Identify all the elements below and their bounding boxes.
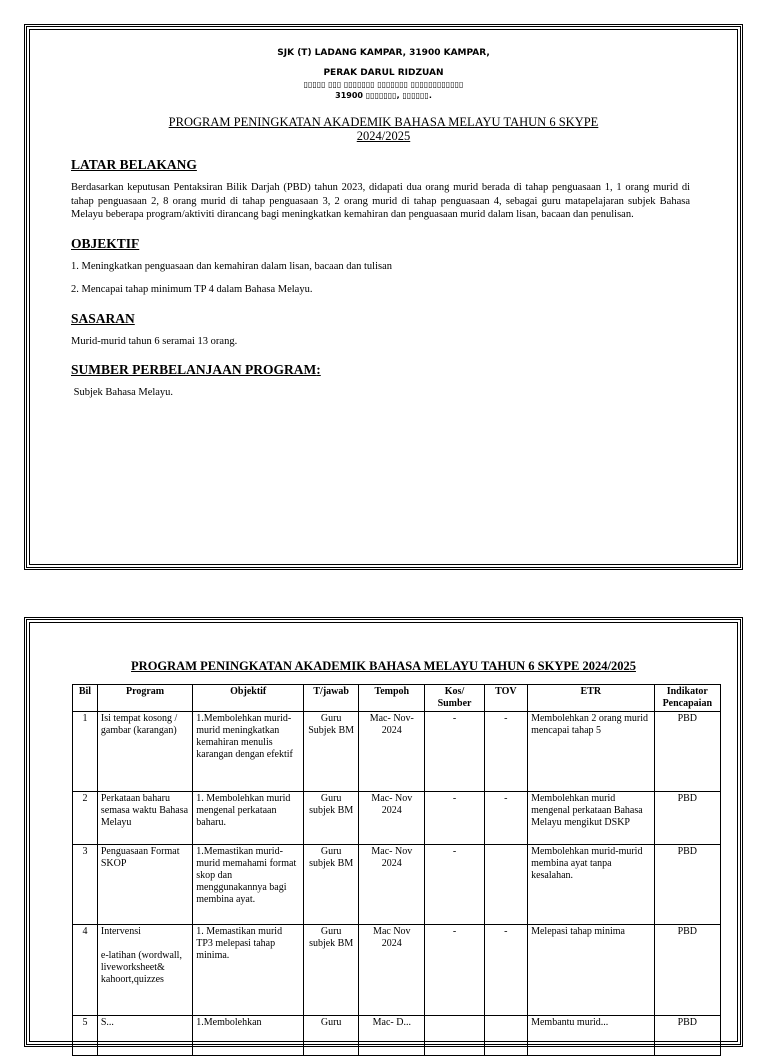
cell-tjawab: Guru subjek BM [304,845,359,925]
cell-objektif: 1. Memastikan murid TP3 melepasi tahap minima. [193,925,304,1016]
latar-belakang-text: Berdasarkan keputusan Pentaksiran Bilik Darjah (PBD) tahun 2023, didapati dua orang murid berada di tahap penguasaan 1, 1 orang murid di tahap penguasaan 2, 8 orang murid di tahap penguasaan 3, 2 orang murid di tahap penguasaan 4, sebagai guru matapelajaran subjek Bahasa Melayu beberapa program/aktiviti dirancang bagi meningkatkan kemahiran dan penguasaan murid dalam lisan, bacaan dan penulisan. [71,182,690,220]
cell-indikator: PBD [654,925,720,1016]
school-postcode: 31900 ▯▯▯▯▯▯▯, ▯▯▯▯▯▯. [335,91,432,100]
cell-indikator: PBD [654,792,720,845]
cell-tjawab: Guru subjek BM [304,925,359,1016]
cell-etr: Membolehkan murid mengenal perkataan Bahasa Melayu mengikut DSKP [528,792,654,845]
cell-bil: 4 [73,925,98,1016]
cell-etr: Membolehkan murid-murid membina ayat tanpa kesalahan. [528,845,654,925]
document-page-1 [24,24,743,570]
header-tjawab: T/jawab [304,685,359,712]
cell-tempoh: Mac- Nov 2024 [359,845,425,925]
cell-program: Isi tempat kosong / gambar (karangan) [97,712,192,792]
header-etr: ETR [528,685,654,712]
sasaran-text: Murid-murid tahun 6 seramai 13 orang. [71,335,238,347]
table-row [73,925,721,1016]
cell-bil: 5 [73,1016,98,1056]
document-page-2 [24,617,743,1047]
school-name: SJK (T) LADANG KAMPAR, 31900 KAMPAR, [277,48,490,58]
sasaran-heading: SASARAN [71,310,135,326]
table-title: PROGRAM PENINGKATAN AKADEMIK BAHASA MELAYU TAHUN 6 SKYPE 2024/2025 [131,659,636,673]
header-objektif: Objektif [193,685,304,712]
cell-tjawab: Guru [304,1016,359,1056]
cell-tempoh: Mac- Nov- 2024 [359,712,425,792]
cell-indikator: PBD [654,712,720,792]
cell-kos: - [425,845,484,925]
cell-bil: 2 [73,792,98,845]
cell-tov: - [484,925,528,1016]
sumber-heading-text: SUMBER PERBELANJAAN PROGRAM [71,362,317,377]
table-row [73,1016,721,1056]
sumber-text: Subjek Bahasa Melayu. [71,387,174,398]
cell-tjawab: Guru subjek BM [304,792,359,845]
cell-etr: Melepasi tahap minima [528,925,654,1016]
table-row [73,792,721,845]
cell-tjawab: Guru Subjek BM [304,712,359,792]
cell-tov: - [484,792,528,845]
cell-tempoh: Mac- Nov 2024 [359,792,425,845]
header-kos-sumber: Kos/ Sumber [425,685,484,712]
objektif-heading: OBJEKTIF [71,235,140,251]
header-tov: TOV [484,685,528,712]
cell-etr: Membantu murid... [528,1016,654,1056]
cell-program: Penguasaan Format SKOP [97,845,192,925]
table-row [73,845,721,925]
cell-tempoh: Mac Nov 2024 [359,925,425,1016]
cell-tempoh: Mac- D... [359,1016,425,1056]
cell-bil: 3 [73,845,98,925]
cell-program: Perkataan baharu semasa waktu Bahasa Melayu [97,792,192,845]
cell-objektif: 1. Membolehkan murid mengenal perkataan baharu. [193,792,304,845]
cell-tov [484,1016,528,1056]
school-header [27,47,740,101]
cell-etr: Membolehkan 2 orang murid mencapai tahap 5 [528,712,654,792]
school-address-tamil: ▯▯▯▯▯ ▯▯▯ ▯▯▯▯▯▯▯ ▯▯▯▯▯▯▯ ▯▯▯▯▯▯▯▯▯▯▯▯ [303,80,464,89]
document-title: PROGRAM PENINGKATAN AKADEMIK BAHASA MELAYU TAHUN 6 SKYPE 2024/2025 [168,115,599,143]
objektif-item-2: 2. Mencapai tahap minimum TP 4 dalam Bahasa Melayu. [71,284,313,295]
cell-tov: - [484,712,528,792]
cell-kos: - [425,712,484,792]
header-program: Program [97,685,192,712]
cell-tov [484,845,528,925]
cell-bil: 1 [73,712,98,792]
cell-indikator: PBD [654,1016,720,1056]
cell-kos [425,1016,484,1056]
cell-objektif: 1.Membolehkan [193,1016,304,1056]
objektif-item-1: 1. Meningkatkan penguasaan dan kemahiran dalam lisan, bacaan dan tulisan [71,260,393,272]
cell-kos: - [425,925,484,1016]
cell-objektif: 1.Membolehkan murid-murid meningkatkan kemahiran menulis karangan dengan efektif [193,712,304,792]
program-table [72,684,721,1056]
cell-kos: - [425,792,484,845]
sumber-heading-colon: : [316,362,321,377]
cell-program: Intervensi e-latihan (wordwall, liveworksheet& kahoort,quizzes [97,925,192,1016]
school-state: PERAK DARUL RIDZUAN [323,68,444,78]
cell-program: S... [97,1016,192,1056]
latar-belakang-heading: LATAR BELAKANG [71,157,197,172]
table-row [73,712,721,792]
cell-objektif: 1.Memastikan murid-murid memahami format skop dan menggunakannya bagi membina ayat. [193,845,304,925]
header-bil: Bil [73,685,98,712]
cell-indikator: PBD [654,845,720,925]
sumber-heading [71,362,740,378]
table-header-row [73,685,721,712]
header-indikator: Indikator Pencapaian [654,685,720,712]
header-tempoh: Tempoh [359,685,425,712]
